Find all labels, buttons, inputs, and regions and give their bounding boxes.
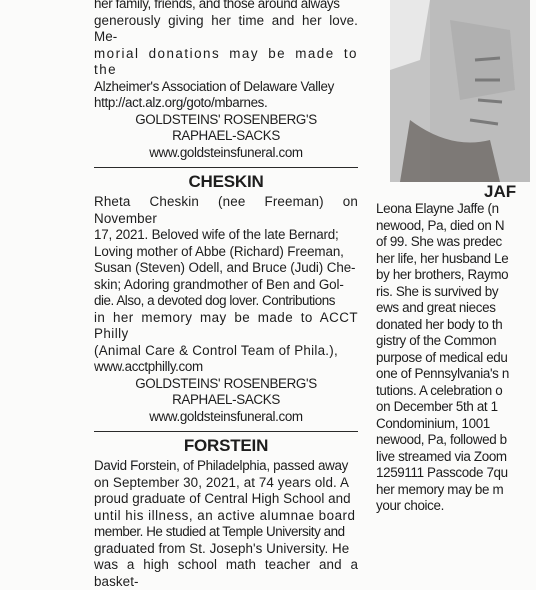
text-line: 1259111 Passcode 7qu [376, 465, 508, 480]
link-text: http://act.alz.org/goto/mbarnes. [94, 95, 268, 110]
obituary-photo [390, 0, 530, 182]
text-line: her memory may be m [376, 481, 504, 497]
text-line: 17, 2021. Beloved wife of the late Bernard; [94, 227, 339, 242]
cheskin-heading: CHESKIN [188, 172, 264, 191]
text-line: die. Also, a devoted dog lover. Contributions [94, 293, 336, 308]
text-line: Alzheimer's Association of Delaware Valley [94, 78, 334, 94]
text-line: (Animal Care & Control Team of Phila.), [94, 342, 338, 358]
funeral-home-name: GOLDSTEINS' ROSENBERG'S [135, 111, 317, 127]
text-line: your choice. [376, 498, 444, 513]
text-line: was a high school math teacher and a basket- [94, 557, 358, 589]
funeral-home-name: GOLDSTEINS' ROSENBERG'S [135, 375, 317, 391]
text-line: one of Pennsylvania's n [376, 366, 509, 381]
text-line: until his illness, an active alumnae board [94, 507, 356, 523]
funeral-home-name-2: RAPHAEL-SACKS [172, 128, 280, 143]
funeral-home-name-2: RAPHAEL-SACKS [172, 392, 280, 407]
section-divider [94, 167, 358, 168]
text-line: morial donations may be made to the [94, 45, 358, 77]
text-line: www.acctphilly.com [94, 359, 203, 374]
text-line: donated her body to th [376, 316, 503, 332]
text-line: purpose of medical edu [376, 349, 508, 365]
text-line: proud graduate of Central High School and [94, 491, 351, 506]
jaffe-heading: JAF [484, 182, 517, 201]
text-line: skin; Adoring grandmother of Ben and Gol- [94, 276, 344, 292]
text-line: Loving mother of Abbe (Richard) Freeman, [94, 243, 344, 259]
text-line: generously giving her time and her love. Me- [94, 12, 358, 44]
text-line: Susan (Steven) Odell, and Bruce (Judi) Che- [94, 260, 356, 275]
obituary-column-right [376, 201, 536, 515]
text-line: of 99. She was predec [376, 234, 502, 249]
text-line: her life, her husband Le [376, 250, 509, 266]
text-line: Leona Elayne Jaffe (n [376, 201, 499, 216]
text-line: her family, friends, and those around always [94, 0, 340, 11]
text-line: ews and great nieces [376, 300, 496, 315]
text-line: on September 30, 2021, at 74 years old. A [94, 474, 349, 490]
text-line: member. He studied at Temple University and [94, 524, 345, 539]
continued-obituary-text [94, 0, 358, 112]
text-line: live streamed via Zoom [376, 448, 507, 464]
text-line: newood, Pa, followed b [376, 432, 507, 447]
text-line: David Forstein, of Philadelphia, passed away [94, 458, 349, 473]
text-line: newood, Pa, died on N [376, 217, 505, 233]
text-line: graduated from St. Joseph's University. He [94, 540, 350, 556]
text-line: gistry of the Common [376, 333, 497, 348]
text-line: Condominium, 1001 [376, 415, 490, 431]
text-line: in her memory may be made to ACCT Philly [94, 309, 358, 341]
text-line: ris. She is survived by [376, 283, 499, 299]
funeral-home-website: www.goldsteinsfuneral.com [149, 408, 303, 424]
photo-image [390, 0, 530, 182]
funeral-home-website: www.goldsteinsfuneral.com [149, 144, 303, 160]
text-line: tutions. A celebration o [376, 382, 503, 398]
obituary-column-left [94, 0, 358, 590]
forstein-heading: FORSTEIN [183, 436, 269, 455]
text-line: on December 5th at 1 [376, 399, 498, 414]
text-line: Rheta Cheskin (nee Freeman) on November [94, 194, 358, 226]
section-divider [94, 431, 358, 432]
text-line: by her brothers, Raymo [376, 267, 509, 282]
